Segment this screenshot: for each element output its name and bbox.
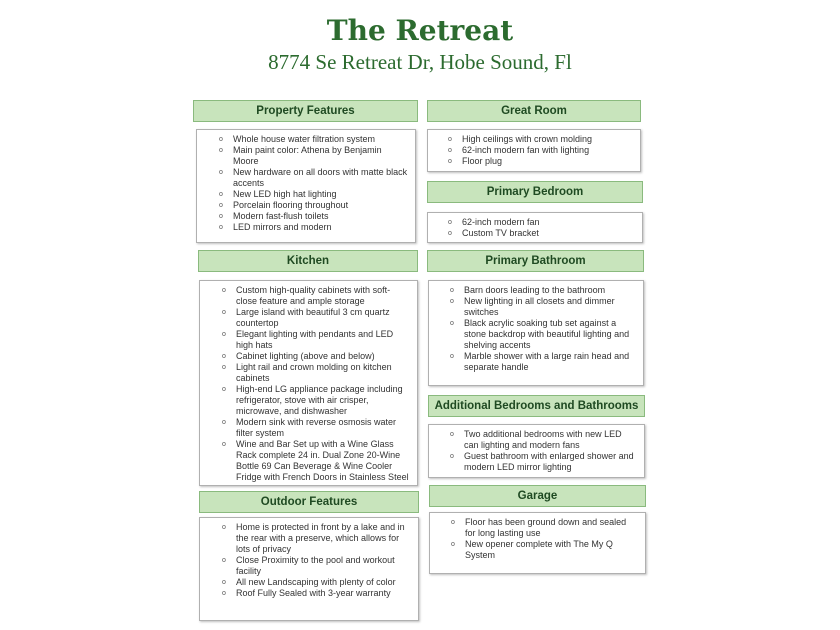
list-item [448, 217, 636, 228]
list-item [450, 451, 638, 473]
list-item [451, 517, 639, 539]
list-item-text: Marble shower with a large rain head and separate handle [464, 351, 630, 372]
list-item [448, 156, 634, 167]
bullet-icon: o [222, 309, 226, 316]
primary-bedroom-list [427, 212, 643, 243]
list-item-text: Home is protected in front by a lake and in the rear with a preserve, which allows for lots of privacy [236, 522, 405, 554]
list-item [451, 539, 639, 561]
bullet-icon: o [448, 219, 452, 226]
list-item [222, 417, 411, 439]
page-address: 8774 Se Retreat Dr, Hobe Sound, Fl [268, 50, 572, 74]
bullet-icon: o [222, 441, 226, 448]
list-item [219, 134, 409, 145]
kitchen-heading [198, 250, 418, 272]
list-item [219, 167, 409, 189]
list-item [222, 351, 411, 362]
outdoor-features-heading-text: Outdoor Features [260, 496, 358, 508]
property-features-heading [193, 100, 418, 122]
list-item [222, 307, 411, 329]
bullet-icon: o [450, 431, 454, 438]
bullet-icon: o [451, 519, 455, 526]
outdoor-features-items [222, 522, 412, 599]
bullet-icon: o [450, 320, 454, 327]
great-room-items [448, 134, 634, 167]
bullet-icon: o [219, 202, 223, 209]
list-item [222, 384, 411, 417]
list-item-text: Floor has been ground down and sealed for long lasting use [465, 517, 627, 538]
bullet-icon: o [448, 230, 452, 237]
list-item [448, 134, 634, 145]
bullet-icon: o [448, 136, 452, 143]
list-item-text: Roof Fully Sealed with 3-year warranty [236, 588, 391, 598]
list-item-text: Cabinet lighting (above and below) [236, 351, 375, 361]
list-item-text: Wine and Bar Set up with a Wine Glass Rack complete 24 in. Dual Zone 20-Wine Bottle 69 Can Beverage & Wine Cooler Fridge with French Doors in Stainless Steel [236, 439, 409, 482]
list-item [219, 211, 409, 222]
outdoor-features-heading [199, 491, 419, 513]
bullet-icon: o [219, 136, 223, 143]
bullet-icon: o [219, 213, 223, 220]
bullet-icon: o [222, 590, 226, 597]
list-item-text: 62-inch modern fan [462, 217, 540, 227]
list-item-text: Modern sink with reverse osmosis water filter system [236, 417, 397, 438]
bullet-icon: o [450, 287, 454, 294]
bullet-icon: o [222, 287, 226, 294]
page-title: The Retreat [326, 14, 514, 47]
bullet-icon: o [222, 353, 226, 360]
list-item-text: Black acrylic soaking tub set against a stone backdrop with beautiful lighting and shelving accents [464, 318, 630, 350]
list-item [222, 362, 411, 384]
list-item-text: Main paint color: Athena by Benjamin Moore [233, 145, 382, 166]
garage-heading-text: Garage [517, 490, 558, 502]
list-item-text: Guest bathroom with enlarged shower and modern LED mirror lighting [464, 451, 634, 472]
list-item-text: Light rail and crown molding on kitchen cabinets [236, 362, 392, 383]
bullet-icon: o [222, 386, 226, 393]
primary-bedroom-heading-text: Primary Bedroom [486, 186, 584, 198]
list-item [222, 439, 411, 483]
list-item [219, 222, 409, 233]
primary-bedroom-items [448, 217, 636, 239]
list-item-text: Large island with beautiful 3 cm quartz countertop [236, 307, 390, 328]
list-item-text: Barn doors leading to the bathroom [464, 285, 606, 295]
primary-bathroom-heading-text: Primary Bathroom [485, 255, 586, 267]
list-item-text: 62-inch modern fan with lighting [462, 145, 590, 155]
bullet-icon: o [450, 298, 454, 305]
list-item-text: New lighting in all closets and dimmer switches [464, 296, 615, 317]
outdoor-features-list [199, 517, 419, 621]
great-room-heading [427, 100, 641, 122]
list-item [448, 228, 636, 239]
property-features-heading-text: Property Features [256, 105, 355, 117]
list-item [222, 522, 412, 555]
primary-bathroom-list [428, 280, 644, 386]
list-item-text: Modern fast-flush toilets [233, 211, 329, 221]
list-item-text: Whole house water filtration system [233, 134, 376, 144]
bullet-icon: o [448, 147, 452, 154]
garage-list [429, 512, 646, 574]
bullet-icon: o [222, 331, 226, 338]
list-item [448, 145, 634, 156]
bullet-icon: o [222, 419, 226, 426]
list-item-text: All new Landscaping with plenty of color [236, 577, 396, 587]
property-features-list [196, 129, 416, 243]
kitchen-items [222, 285, 411, 483]
bullet-icon: o [222, 557, 226, 564]
list-item [222, 329, 411, 351]
list-item [222, 555, 412, 577]
bullet-icon: o [451, 541, 455, 548]
bullet-icon: o [222, 364, 226, 371]
kitchen-list [199, 280, 418, 486]
list-item-text: Custom high-quality cabinets with soft-close feature and ample storage [236, 285, 391, 306]
bullet-icon: o [222, 524, 226, 531]
garage-items [451, 517, 639, 561]
list-item-text: High-end LG appliance package including refrigerator, stove with air crisper, microwave, and dishwasher [236, 384, 403, 416]
list-item-text: Elegant lighting with pendants and LED high hats [236, 329, 394, 350]
list-item-text: New opener complete with The My Q System [465, 539, 613, 560]
list-item [222, 577, 412, 588]
list-item [450, 296, 637, 318]
list-item [450, 318, 637, 351]
garage-heading [429, 485, 646, 507]
list-item-text: Porcelain flooring throughout [233, 200, 349, 210]
list-item-text: Floor plug [462, 156, 503, 166]
additional-bedrooms-heading-text: Additional Bedrooms and Bathrooms [434, 400, 639, 412]
list-item-text: Custom TV bracket [462, 228, 539, 238]
list-item-text: Close Proximity to the pool and workout facility [236, 555, 395, 576]
list-item-text: New hardware on all doors with matte black accents [233, 167, 408, 188]
bullet-icon: o [219, 191, 223, 198]
primary-bathroom-items [450, 285, 637, 373]
bullet-icon: o [219, 169, 223, 176]
list-item [450, 285, 637, 296]
additional-bedrooms-list [428, 424, 645, 478]
list-item [219, 189, 409, 200]
additional-bedrooms-heading [428, 395, 645, 417]
bullet-icon: o [219, 147, 223, 154]
bullet-icon: o [448, 158, 452, 165]
bullet-icon: o [450, 453, 454, 460]
bullet-icon: o [219, 224, 223, 231]
bullet-icon: o [450, 353, 454, 360]
kitchen-heading-text: Kitchen [286, 255, 330, 267]
list-item [222, 285, 411, 307]
list-item [222, 588, 412, 599]
additional-bedrooms-items [450, 429, 638, 473]
list-item-text: New LED high hat lighting [233, 189, 337, 199]
property-features-items [219, 134, 409, 233]
primary-bathroom-heading [427, 250, 644, 272]
list-item [219, 145, 409, 167]
list-item [450, 351, 637, 373]
list-item-text: High ceilings with crown molding [462, 134, 593, 144]
bullet-icon: o [222, 579, 226, 586]
list-item-text: Two additional bedrooms with new LED can lighting and modern fans [464, 429, 622, 450]
list-item [450, 429, 638, 451]
great-room-heading-text: Great Room [501, 105, 567, 117]
great-room-list [427, 129, 641, 172]
primary-bedroom-heading [427, 181, 643, 203]
list-item-text: LED mirrors and modern [233, 222, 332, 232]
list-item [219, 200, 409, 211]
